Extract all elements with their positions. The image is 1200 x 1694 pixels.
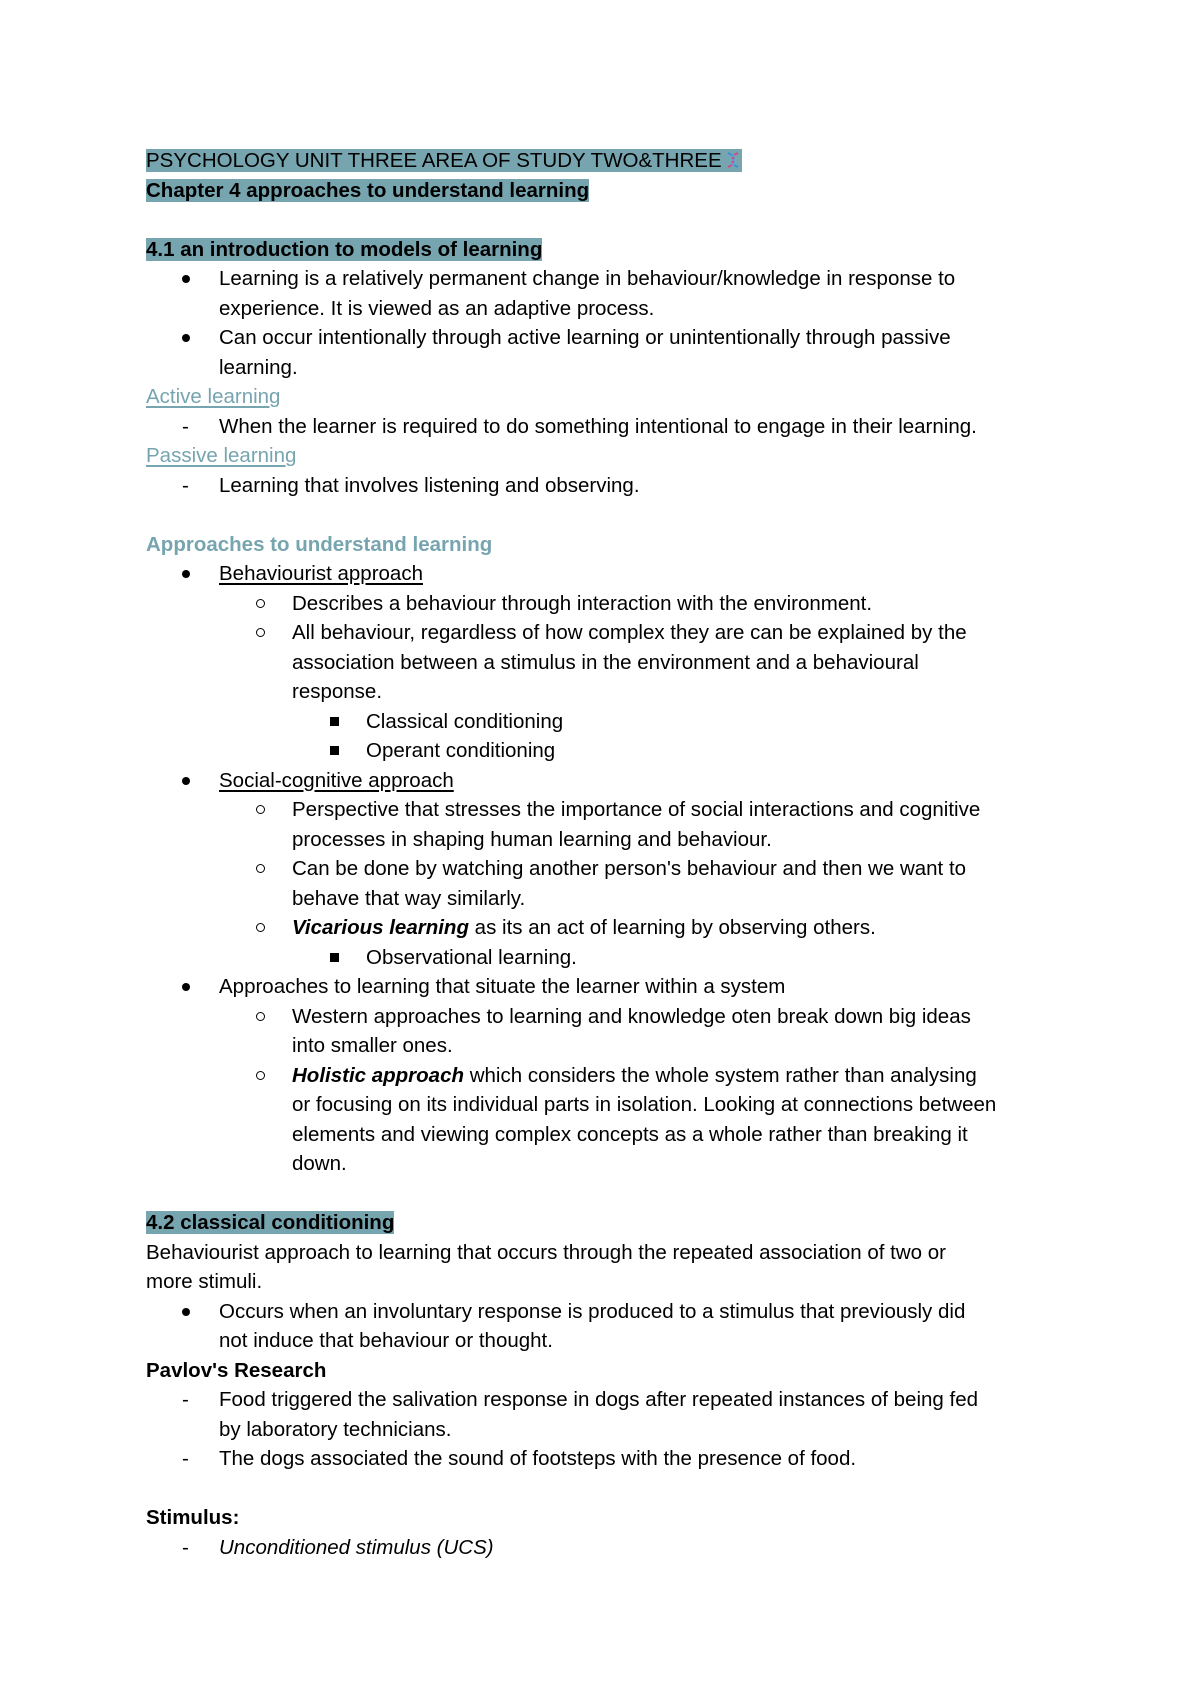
bullet-square-icon <box>330 746 339 755</box>
list-item: Vicarious learning as its an act of learning by observing others. <box>146 913 1066 943</box>
bullet-circle-icon <box>256 1012 265 1021</box>
bullet-square-icon <box>330 717 339 726</box>
list-item: Can occur intentionally through active learning or unintentionally through passive <box>146 323 1066 353</box>
list-item: Western approaches to learning and knowledge oten break down big ideas <box>146 1002 1066 1032</box>
list-item: Perspective that stresses the importance of social interactions and cognitive <box>146 795 1066 825</box>
list-item: Holistic approach which considers the whole system rather than analysing <box>146 1061 1066 1091</box>
section-heading-4-1: 4.1 an introduction to models of learning <box>146 237 543 261</box>
list-item: - The dogs associated the sound of footsteps with the presence of food. <box>182 1447 857 1470</box>
dna-icon <box>724 151 742 169</box>
list-item: - When the learner is required to do something intentional to engage in their learning. <box>182 414 977 438</box>
list-item: Describes a behaviour through interaction with the environment. <box>146 589 1066 619</box>
list-item: - Unconditioned stimulus (UCS) <box>182 1535 494 1559</box>
passive-learning-label: Passive learning <box>146 444 297 467</box>
list-item: Occurs when an involuntary response is produced to a stimulus that previously did <box>146 1297 1066 1327</box>
list-item: Classical conditioning <box>146 707 1066 737</box>
bullet-circle-icon <box>256 1071 265 1080</box>
pavlov-heading: Pavlov's Research <box>146 1358 327 1382</box>
bullet-disc-icon <box>182 1308 190 1316</box>
list-item: Observational learning. <box>146 943 1066 973</box>
bullet-disc-icon <box>182 275 190 283</box>
title-line <box>146 146 1066 176</box>
active-learning-label: Active learning <box>146 385 281 408</box>
bullet-circle-icon <box>256 805 265 814</box>
list-item: - Food triggered the salivation response in dogs after repeated instances of being fed <box>182 1388 978 1411</box>
bullet-disc-icon <box>182 777 190 785</box>
approaches-heading: Approaches to understand learning <box>146 532 493 556</box>
list-item: Approaches to learning that situate the learner within a system <box>146 972 1066 1002</box>
bullet-disc-icon <box>182 334 190 342</box>
bullet-circle-icon <box>256 628 265 637</box>
bullet-circle-icon <box>256 923 265 932</box>
list-item: All behaviour, regardless of how complex they are can be explained by the <box>146 618 1066 648</box>
list-item: Social-cognitive approach <box>146 766 1066 796</box>
list-item: Can be done by watching another person's behaviour and then we want to <box>146 854 1066 884</box>
list-item: Operant conditioning <box>146 736 1066 766</box>
bullet-disc-icon <box>182 570 190 578</box>
bullet-circle-icon <box>256 864 265 873</box>
bullet-square-icon <box>330 953 339 962</box>
chapter-title: Chapter 4 approaches to understand learning <box>146 178 590 202</box>
list-item: Learning is a relatively permanent change in behaviour/knowledge in response to <box>146 264 1066 294</box>
document-page: PSYCHOLOGY UNIT THREE AREA OF STUDY TWO&THREE Chapter 4 approaches to understand learning 4.1 an introduction to models of learning Learning is a relatively permanent change in behaviour/knowledge in response to experience. It is viewed as an adaptive process. Can occur intentionally through active learning or unintentionally through passive learning. Active learning - When the learner is required to do something intentional to engage in their learning. Passive learning - Learning that involves listening and observing. Approaches to understand learning Behaviourist approach Describes a behaviour through interaction with the environment. All behaviour, regardless of how complex they are can be explained by the association between a stimulus in the environment and a behavioural response. Classical conditioning Operant conditioning Social-cognitive approach Perspective that stresses the importance of social interactions and cognitive processes in shaping human learning and behaviour. Can be done by watching another person's behaviour and then we want to behave that way similarly. Vicarious learning as its an act of learning by observing others. Observational learning. Approaches to learning that situate the learner within a system Western approaches to learning and knowledge oten break down big ideas into smaller ones. Holistic approach which considers the whole system rather than analysing or focusing on its individual parts in isolation. Looking at connections between elements and viewing complex concepts as a whole rather than breaking it down. 4.2 classical conditioning Behaviourist approach to learning that occurs through the repeated association of two or more stimuli. Occurs when an involuntary response is produced to a stimulus that previously did not induce that behaviour or thought. Pavlov's Research - Food triggered the salivation response in dogs after repeated instances of being fed by laboratory technicians. - The dogs associated the sound of footsteps with the presence of food. Stimulus: - Unconditioned stimulus (UCS) <box>146 146 1066 1562</box>
document-title: PSYCHOLOGY UNIT THREE AREA OF STUDY TWO&THREE <box>146 149 742 172</box>
list-item: - Learning that involves listening and observing. <box>182 473 640 497</box>
bullet-disc-icon <box>182 983 190 991</box>
section-heading-4-2: 4.2 classical conditioning <box>146 1211 395 1234</box>
stimulus-heading: Stimulus: <box>146 1506 240 1529</box>
intro-paragraph: Behaviourist approach to learning that occurs through the repeated association of two or <box>146 1240 946 1264</box>
bullet-circle-icon <box>256 599 265 608</box>
list-item: Behaviourist approach <box>146 559 1066 589</box>
